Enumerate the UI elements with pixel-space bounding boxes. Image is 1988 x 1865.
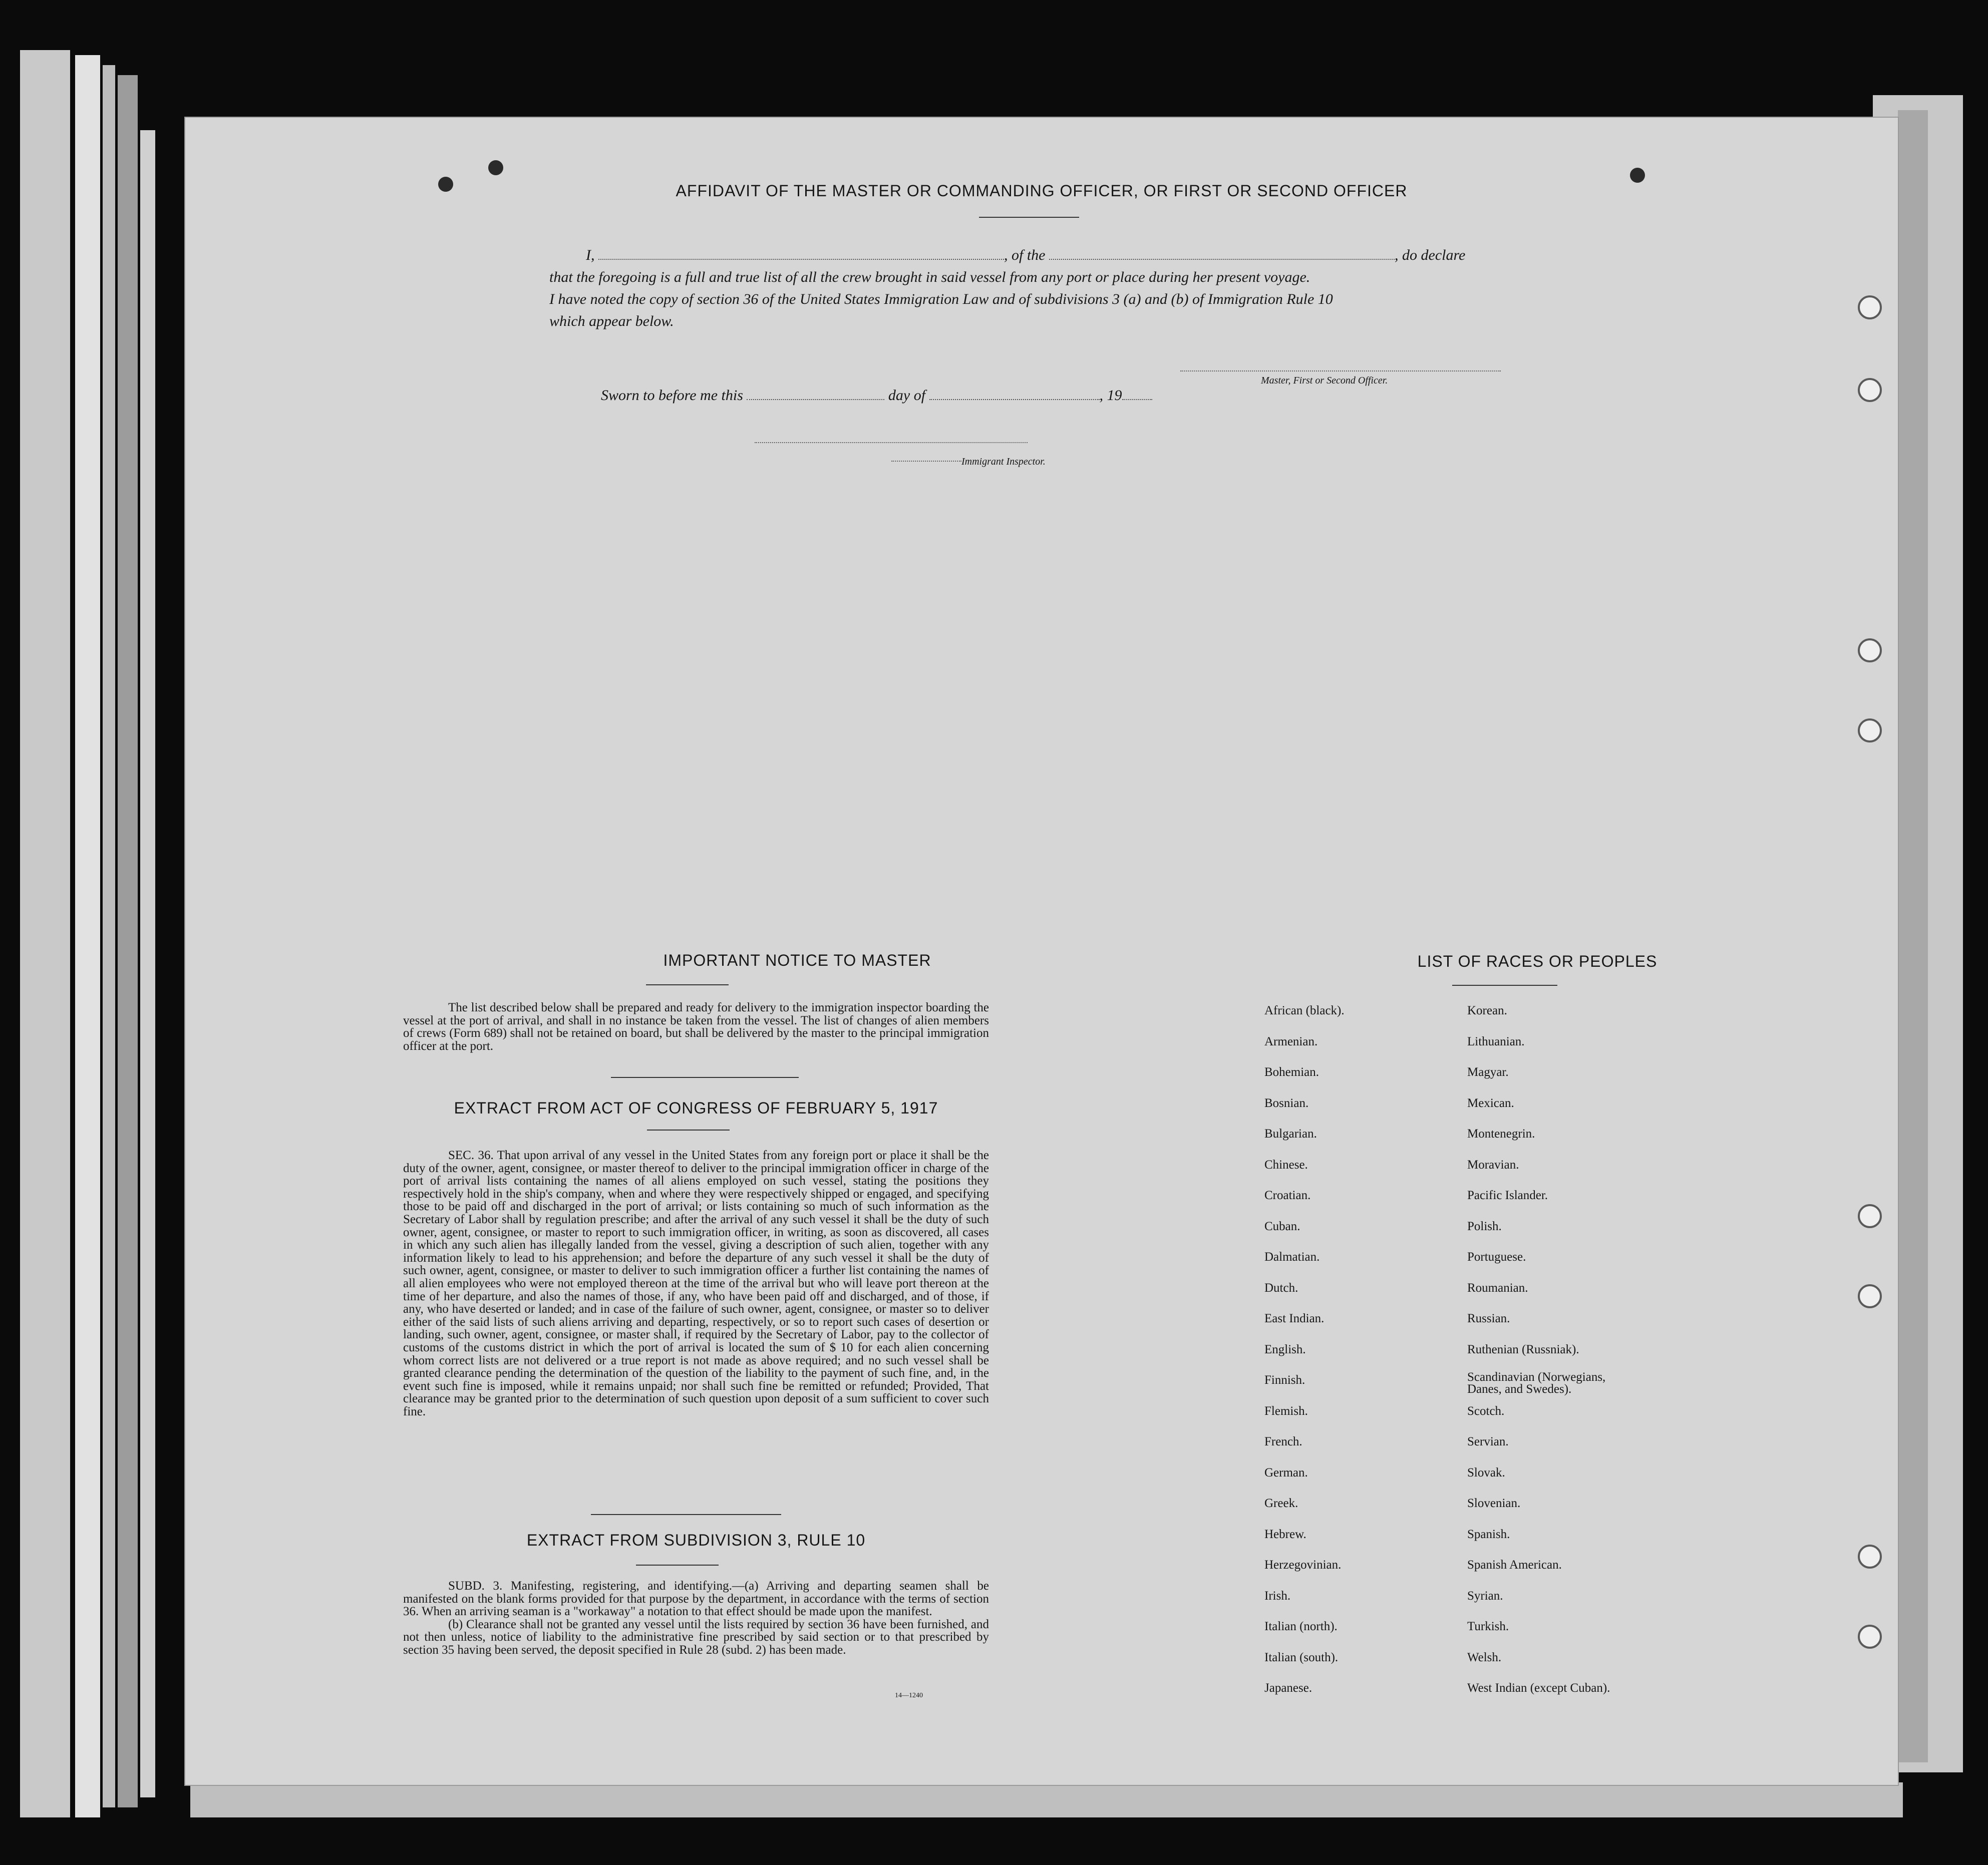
- binder-hole: [1858, 638, 1882, 662]
- notice-paragraph: The list described below shall be prepared and ready for delivery to the immigration inspector boarding the vessel at the port of arrival, and shall in no instance be taken from the vessel. The list of changes of alien members of crews (Form 689) shall not be retained on board, but shall be delivered by the master to the principal immigration officer at the port.: [403, 1001, 989, 1053]
- race-item: Bosnian.: [1264, 1096, 1309, 1110]
- signature-blank: [1180, 370, 1501, 371]
- affidavit-title: AFFIDAVIT OF THE MASTER OR COMMANDING OFFICER, OR FIRST OR SECOND OFFICER: [676, 182, 1408, 200]
- race-item: Chinese.: [1264, 1158, 1308, 1172]
- race-item: Scandinavian (Norwegians, Danes, and Swedes).: [1467, 1370, 1606, 1396]
- race-item: Dutch.: [1264, 1281, 1298, 1295]
- divider: [636, 1565, 719, 1566]
- binder-hole: [1858, 295, 1882, 319]
- day-blank: [747, 399, 884, 400]
- subdivision-b-paragraph: (b) Clearance shall not be granted any vessel until the lists required by section 36 have been furnished, and not then unless, notice of liability to the administrative fine prescribed by said section or to that prescribed by section 35 having been served, the deposit specified in Rule 28 (subd. 2) has been made.: [403, 1617, 989, 1657]
- race-item: Flemish.: [1264, 1404, 1308, 1418]
- race-item: Ruthenian (Russniak).: [1467, 1342, 1579, 1356]
- page-stack-edge: [20, 50, 70, 1817]
- race-item: East Indian.: [1264, 1312, 1324, 1325]
- sworn-prefix: Sworn to before me this: [601, 387, 743, 404]
- race-item: Hebrew.: [1264, 1527, 1306, 1541]
- race-item: Montenegrin.: [1467, 1127, 1535, 1141]
- punch-hole: [488, 160, 503, 175]
- sworn-line: [601, 387, 1152, 404]
- divider: [647, 1130, 730, 1131]
- sworn-year: , 19: [1099, 387, 1122, 404]
- race-item: Russian.: [1467, 1312, 1510, 1325]
- binder-hole: [1858, 1545, 1882, 1569]
- race-item: Welsh.: [1467, 1650, 1502, 1664]
- act-extract-title: EXTRACT FROM ACT OF CONGRESS OF FEBRUARY 5, 1917: [454, 1099, 938, 1117]
- race-item: French.: [1264, 1435, 1302, 1448]
- race-item: Moravian.: [1467, 1158, 1519, 1172]
- race-item: Italian (north).: [1264, 1620, 1338, 1633]
- race-item: Turkish.: [1467, 1620, 1509, 1633]
- race-item: German.: [1264, 1465, 1308, 1479]
- race-item: Japanese.: [1264, 1681, 1312, 1695]
- race-item: Bohemian.: [1264, 1065, 1319, 1079]
- race-item: Greek.: [1264, 1497, 1298, 1510]
- binder-hole: [1858, 1284, 1882, 1308]
- race-item: Roumanian.: [1467, 1281, 1528, 1295]
- race-item: Syrian.: [1467, 1589, 1503, 1603]
- page-stack-edge: [190, 1782, 1903, 1817]
- binder-hole: [1858, 718, 1882, 742]
- race-item: English.: [1264, 1342, 1306, 1356]
- affidavit-i: I,: [586, 247, 595, 263]
- race-item: Finnish.: [1264, 1373, 1305, 1387]
- section-36-paragraph: SEC. 36. That upon arrival of any vessel in the United States from any foreign port or place it shall be the duty of the owner, agent, consignee, or master thereof to deliver to the principal immigration officer in charge of the port of arrival lists containing the names of all aliens employed on such vessel, stating the positions they respectively hold in the ship's company, when and where they were respectively shipped or engaged, and specifying those to be paid off and discharged in the port of arrival; or lists containing so much of such information as the Secretary of Labor shall by regulation prescribe; and after the arrival of any such vessel it shall be the duty of such owner, agent, consignee, or master to report to such immigration officer, in writing, as soon as discovered, all cases in which any such alien has illegally landed from the vessel, giving a description of such alien, together with any information likely to lead to his apprehension; and before the departure of any such vessel it shall be the duty of such owner, agent, consignee, or master to deliver to such immigration officer a further list containing the names of all alien employees who were not employed thereon at the time of the arrival but who will leave port thereon at the time of her departure, and also the names of those, if any, who have been paid off and discharged, and of those, if any, who have deserted or landed; and in case of the failure of such owner, agent, consignee, or master so to deliver either of the said lists of such aliens arriving and departing, respectively, or so to report such cases of desertion or landing, such owner, agent, consignee, or master shall, if required by the Secretary of Labor, pay to the collector of customs of the customs district in which the port of arrival is located the sum of $ 10 for each alien concerning whom correct lists are not delivered or a true report is not made as above required; and no such vessel shall be granted clearance pending the determination of the question of the liability to the payment of such fine, and, in the event such fine is imposed, while it remains unpaid; nor shall such fine be remitted or refunded; Provided, That clearance may be granted prior to the determination of such question upon deposit of a sum sufficient to cover such fine.: [403, 1149, 989, 1418]
- race-item: Cuban.: [1264, 1219, 1300, 1233]
- race-item: Italian (south).: [1264, 1650, 1339, 1664]
- divider: [591, 1514, 781, 1515]
- form-number: 14—1240: [895, 1692, 923, 1699]
- race-item: West Indian (except Cuban).: [1467, 1681, 1610, 1695]
- race-item: Spanish American.: [1467, 1558, 1562, 1572]
- notice-title: IMPORTANT NOTICE TO MASTER: [663, 951, 931, 969]
- page-stack-edge: [1898, 110, 1928, 1762]
- punch-hole: [1630, 168, 1645, 183]
- race-item: Polish.: [1467, 1219, 1502, 1233]
- race-item: Herzegovinian.: [1264, 1558, 1342, 1572]
- affidavit-of-the: , of the: [1004, 247, 1046, 263]
- affidavit-line-4: which appear below.: [549, 313, 674, 329]
- binder-hole: [1858, 378, 1882, 402]
- race-item: Slovenian.: [1467, 1497, 1521, 1510]
- race-item: Portuguese.: [1467, 1250, 1526, 1264]
- divider: [611, 1077, 799, 1078]
- document-page: [185, 118, 1898, 1785]
- page-stack-edge: [140, 130, 155, 1797]
- race-item: Magyar.: [1467, 1065, 1509, 1079]
- notice-text: [403, 1001, 989, 1052]
- race-item: Servian.: [1467, 1435, 1509, 1448]
- rule-extract-title: EXTRACT FROM SUBDIVISION 3, RULE 10: [526, 1531, 866, 1549]
- page-stack-edge: [103, 65, 115, 1807]
- divider: [1452, 985, 1557, 986]
- race-item: African (black).: [1264, 1004, 1345, 1017]
- races-title: LIST OF RACES OR PEOPLES: [1417, 952, 1658, 970]
- affidavit-line-2: that the foregoing is a full and true list of all the crew brought in said vessel from any port or place during her present voyage.: [549, 269, 1310, 285]
- vessel-blank: [1049, 259, 1395, 260]
- divider: [979, 217, 1079, 218]
- binder-hole: [1858, 1204, 1882, 1228]
- race-item: Armenian.: [1264, 1034, 1318, 1048]
- inspector-signature-blank: [755, 442, 1028, 443]
- inspector-caption: Immigrant Inspector.: [961, 456, 1046, 467]
- race-item: Korean.: [1467, 1004, 1507, 1017]
- inspector-dot-lead: [891, 461, 961, 462]
- race-item: Dalmatian.: [1264, 1250, 1320, 1264]
- page-stack-edge: [118, 75, 138, 1807]
- race-item: Scotch.: [1467, 1404, 1505, 1418]
- race-item: Lithuanian.: [1467, 1034, 1525, 1048]
- sworn-day-of: day of: [888, 387, 926, 404]
- affidavit-declaration-line: [586, 247, 1465, 264]
- race-item: Spanish.: [1467, 1527, 1510, 1541]
- year-blank: [1122, 399, 1152, 400]
- race-item: Irish.: [1264, 1589, 1291, 1603]
- race-item: Bulgarian.: [1264, 1127, 1317, 1141]
- divider: [646, 984, 729, 985]
- act-extract-text: [403, 1149, 989, 1418]
- rule-extract-text: [403, 1580, 989, 1657]
- affidavit-line-3: I have noted the copy of section 36 of the United States Immigration Law and of subdivisions 3 (a) and (b) of Immigration Rule 10: [549, 291, 1333, 307]
- race-item: Mexican.: [1467, 1096, 1514, 1110]
- name-blank: [598, 259, 1004, 260]
- signature-caption: Master, First or Second Officer.: [1261, 375, 1388, 386]
- page-stack-edge: [75, 55, 100, 1817]
- affidavit-do-declare: , do declare: [1395, 247, 1466, 263]
- month-blank: [929, 399, 1100, 400]
- subdivision-a-paragraph: SUBD. 3. Manifesting, registering, and identifying.—(a) Arriving and departing seamen shall be manifested on the blank forms provided for that purpose by the department, in accordance with the terms of section 36. When an arriving seaman is a "workaway" a notation to that effect should be made upon the manifest.: [403, 1579, 989, 1619]
- race-item: Pacific Islander.: [1467, 1189, 1548, 1202]
- race-item: Slovak.: [1467, 1465, 1505, 1479]
- binder-hole: [1858, 1625, 1882, 1649]
- race-item: Croatian.: [1264, 1189, 1311, 1202]
